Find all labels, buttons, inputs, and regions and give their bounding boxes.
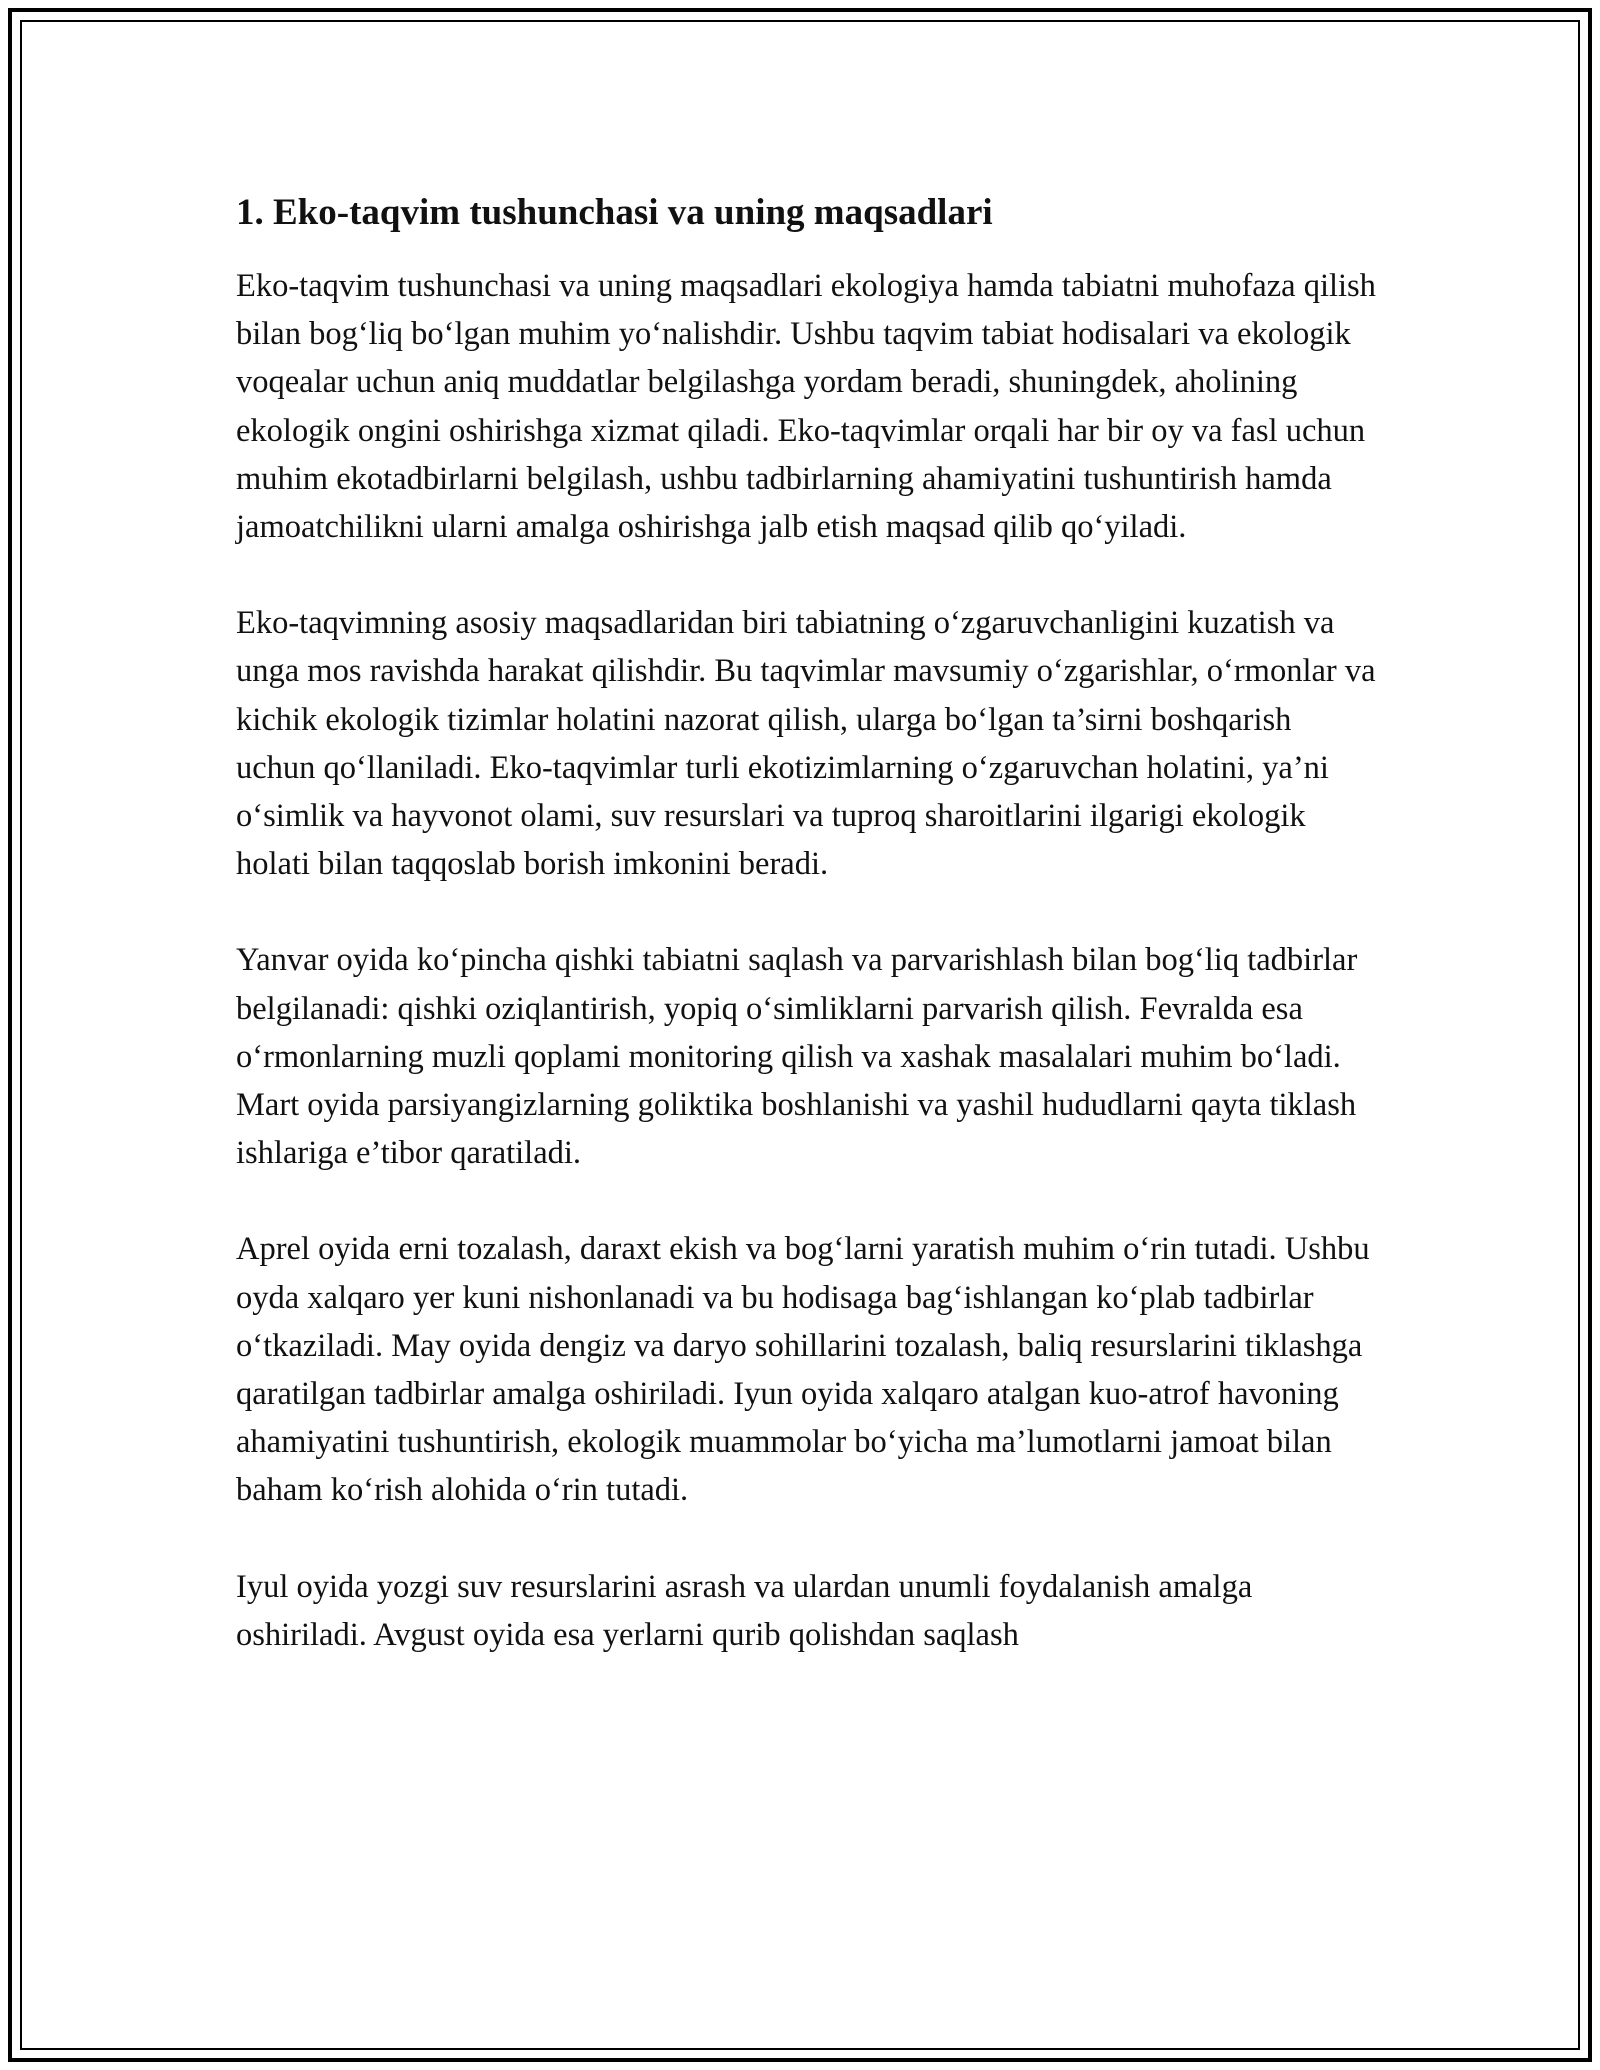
section-heading: 1. Eko-taqvim tushunchasi va uning maqsadlari: [236, 192, 993, 233]
paragraph-3: Yanvar oyida ko‘pincha qishki tabiatni saqlash va parvarishlash bilan bog‘liq tadbirlar belgilanadi: qishki oziqlantirish, yopiq o‘simliklarni parvarish qilish. Fevralda esa o‘rmonlarning muzli qoplami monitoring qilish va xashak masalalari muhim bo‘ladi. Mart oyida parsiyangizlarning goliktika boshlanishi va yashil hududlarni qayta tiklash ishlariga e’tibor qaratiladi.: [236, 942, 1358, 1172]
paragraph-5: Iyul oyida yozgi suv resurslarini asrash va ulardan unumli foydalanish amalga oshiriladi. Avgust oyida esa yerlarni qurib qolishdan saqlash: [236, 1568, 1253, 1653]
paragraph-4: Aprel oyida erni tozalash, daraxt ekish va bog‘larni yaratish muhim o‘rin tutadi. Ushbu oyda xalqaro yer kuni nishonlanadi va bu hodisaga bag‘ishlangan ko‘plab tadbirlar o‘tkaziladi. May oyida dengiz va daryo sohillarini tozalash, baliq resurslarini tiklashga qaratilgan tadbirlar amalga oshiriladi. Iyun oyida xalqaro atalgan kuo-atrof havoning ahamiyatini tushuntirish, ekologik muammolar bo‘yicha ma’lumotlarni jamoat bilan baham ko‘rish alohida o‘rin tutadi.: [236, 1231, 1370, 1509]
paragraph-2: Eko-taqvimning asosiy maqsadlaridan biri tabiatning o‘zgaruvchanligini kuzatish va unga mos ravishda harakat qilishdir. Bu taqvimlar mavsumiy o‘zgarishlar, o‘rmonlar va kichik ekologik tizimlar holatini nazorat qilish, ularga bo‘lgan ta’sirni boshqarish uchun qo‘llaniladi. Eko-taqvimlar turli ekotizimlarning o‘zgaruvchan holatini, ya’ni o‘simlik va hayvonot olami, suv resurslari va tuproq sharoitlarini ilgarigi ekologik holati bilan taqqoslab borish imkonini beradi.: [236, 605, 1376, 883]
document-body: [236, 188, 1376, 1659]
paragraph-1: Eko-taqvim tushunchasi va uning maqsadlari ekologiya hamda tabiatni muhofaza qilish bilan bog‘liq bo‘lgan muhim yo‘nalishdir. Ushbu taqvim tabiat hodisalari va ekologik voqealar uchun aniq muddatlar belgilashga yordam beradi, shuningdek, aholining ekologik ongini oshirishga xizmat qiladi. Eko-taqvimlar orqali har bir oy va fasl uchun muhim ekotadbirlarni belgilash, ushbu tadbirlarning ahamiyatini tushuntirish hamda jamoatchilikni ularni amalga oshirishga jalb etish maqsad qilib qo‘yiladi.: [236, 268, 1376, 546]
